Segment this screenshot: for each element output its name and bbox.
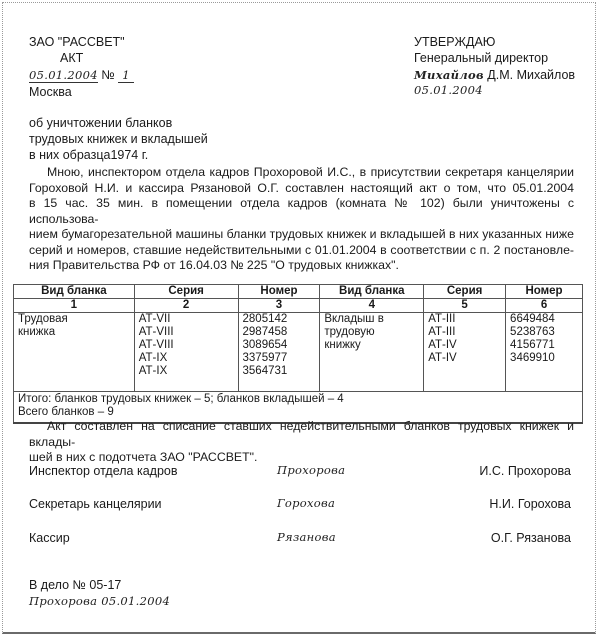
cell-line: книжка <box>18 326 56 338</box>
cell-line: АТ-III <box>428 313 456 325</box>
header-form-type: Вид бланка <box>320 285 424 299</box>
paragraph-line: Гороховой Н.И. и кассира Рязановой О.Г. составлен настоящий акт о том, что 05.01.2004 <box>29 180 574 195</box>
act-body-paragraph <box>29 165 574 274</box>
case-file-reference: В дело № 05-17 <box>29 578 122 592</box>
cell-line: книжку <box>324 339 361 351</box>
cell-line: трудовую <box>324 326 375 338</box>
approval-date: 05.01.2004 <box>414 83 483 97</box>
approver-position: Генеральный директор <box>414 51 549 65</box>
paragraph-line: Акт составлен на списание ставших недействительными бланков трудовых книжек и вклады- <box>29 419 574 449</box>
number-cell <box>506 313 583 392</box>
approval-stamp: УТВЕРЖДАЮ <box>414 35 496 49</box>
handwritten-signature: Рязанова <box>277 530 336 544</box>
cell-line: 3375977 <box>242 352 288 364</box>
cell-line: 6649484 <box>510 313 555 325</box>
paragraph-line: в 15 час. 35 мин. в помещении отдела кадров (комната № 102) были уничтожены с использова- <box>29 196 574 226</box>
closing-paragraph <box>29 419 574 466</box>
table-header-row <box>14 285 583 299</box>
cell-line: 4156771 <box>510 339 555 351</box>
paragraph-line: серий и номеров, ставшие недействительными с 01.01.2004 в соответствии с п. 2 постановле- <box>29 242 574 257</box>
column-number: 5 <box>424 299 506 313</box>
destroyed-forms-table <box>13 284 583 424</box>
subject-line: трудовых книжек и вкладышей <box>29 132 208 146</box>
table-row <box>14 313 583 392</box>
column-number: 6 <box>506 299 583 313</box>
signatory-name: И.С. Прохорова <box>479 464 571 478</box>
cell-line: 2987458 <box>242 326 288 338</box>
series-cell <box>134 313 238 392</box>
cell-line: Трудовая <box>18 313 68 325</box>
column-number: 2 <box>134 299 238 313</box>
column-number: 4 <box>320 299 424 313</box>
act-date-handwritten: 05.01.2004 <box>29 68 98 82</box>
cell-line: АТ-IX <box>138 352 168 364</box>
header-form-type: Вид бланка <box>14 285 135 299</box>
paragraph-line: Мною, инспектором отдела кадров Прохоровой И.С., в присутствии секретаря канцелярии <box>47 165 574 179</box>
cell-line: Вкладыш в <box>324 313 384 325</box>
cell-line: АТ-IV <box>428 339 457 351</box>
act-date-number <box>29 67 134 83</box>
signatory-role: Секретарь канцелярии <box>29 497 162 511</box>
cell-line: АТ-IV <box>428 352 457 364</box>
cell-line: 2805142 <box>242 313 288 325</box>
paragraph-line: нием бумагорезательной машины бланки трудовых книжек и вкладышей в них указанных ниже <box>29 227 574 241</box>
approver-signature-line <box>414 67 575 83</box>
approver-signature: Михайлов <box>414 68 484 82</box>
city: Москва <box>29 85 72 99</box>
totals-line: Всего бланков – 9 <box>18 406 114 418</box>
handwritten-signature: Горохова <box>277 496 336 510</box>
cell-line: АТ-VIII <box>138 339 174 351</box>
number-label: № <box>101 68 115 82</box>
header-number: Номер <box>506 285 583 299</box>
number-cell <box>238 313 320 392</box>
cell-line: 3469910 <box>510 352 555 364</box>
cell-line: 5238763 <box>510 326 555 338</box>
handwritten-signature: Прохорова <box>277 463 346 477</box>
cell-line: 3564731 <box>242 365 288 377</box>
column-number: 1 <box>14 299 135 313</box>
filing-signature: Прохорова 05.01.2004 <box>29 594 171 608</box>
signatory-role: Кассир <box>29 531 70 545</box>
column-number: 3 <box>238 299 320 313</box>
subject-line: об уничтожении бланков <box>29 116 173 130</box>
cell-line: 3089654 <box>242 339 288 351</box>
act-number-handwritten: 1 <box>118 68 134 83</box>
form-type-cell <box>14 313 135 392</box>
subject-line: в них образца1974 г. <box>29 148 149 162</box>
approver-name: Д.М. Михайлов <box>487 68 576 82</box>
column-number-row <box>14 299 583 313</box>
signatory-name: О.Г. Рязанова <box>490 531 571 545</box>
header-series: Серия <box>424 285 506 299</box>
document-type: АКТ <box>60 51 84 65</box>
cell-line: АТ-III <box>428 326 456 338</box>
totals-line: Итого: бланков трудовых книжек – 5; бланков вкладышей – 4 <box>18 393 344 405</box>
paragraph-line: шей в них с подотчета ЗАО "РАССВЕТ". <box>29 450 258 464</box>
document-page <box>2 2 596 634</box>
paragraph-line: ния Правительства РФ от 16.04.03 № 225 "О трудовых книжках". <box>29 258 399 272</box>
cell-line: АТ-VII <box>138 313 171 325</box>
signatory-name: Н.И. Горохова <box>489 497 571 511</box>
series-cell <box>424 313 506 392</box>
signatory-role: Инспектор отдела кадров <box>29 464 178 478</box>
act-subject <box>29 115 208 163</box>
form-type-cell <box>320 313 424 392</box>
cell-line: АТ-IX <box>138 365 168 377</box>
cell-line: АТ-VIII <box>138 326 174 338</box>
header-number: Номер <box>238 285 320 299</box>
organization-name: ЗАО "РАССВЕТ" <box>29 35 125 49</box>
header-series: Серия <box>134 285 238 299</box>
